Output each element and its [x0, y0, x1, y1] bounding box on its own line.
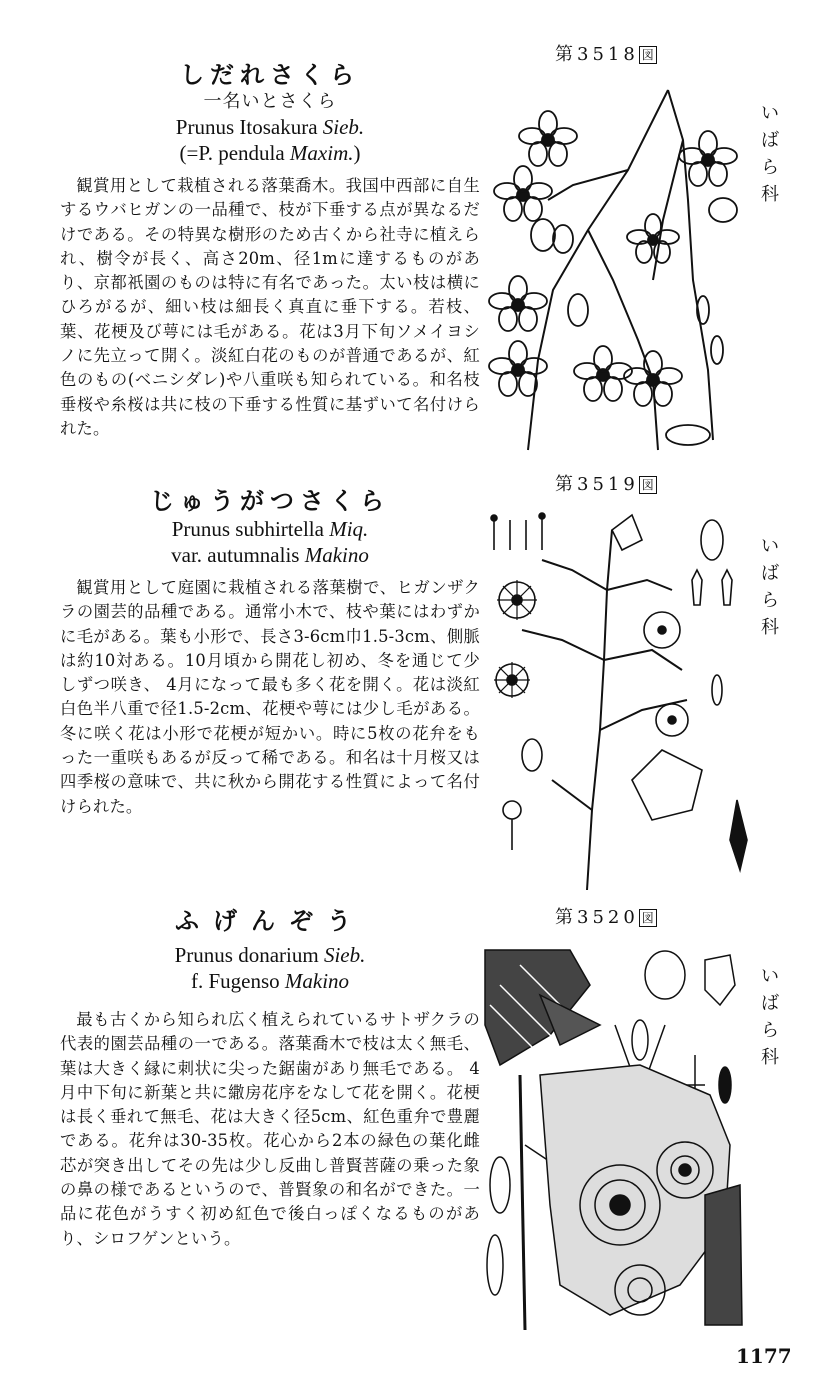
- entry-description: 観賞用として庭園に栽植される落葉樹で、ヒガンザクラの園芸的品種である。通常小木で、枝や葉にはわずかに毛がある。葉も小形で、長さ3-6cm巾1.5-3cm、側脈は約10対ある。10月頃から開花し初め、冬を通じて少しずつ咲き、 4月になって最も多く花を開く。花は淡紅白色半八重で径1.5-2cm、花梗や萼には少し毛がある。冬に咲く花は小形で花梗が短かい。時に5枚の花弁をもった一重咲もあるが反って稀である。和名は十月桜又は四季桜の意味で、共に秋から開花する性質によって名付けられた。: [60, 578, 480, 816]
- entry-description: 最も古くから知られ広く植えられているサトザクラの代表的園芸品種の一である。落葉喬木で枝は太く無毛、葉は大きく縁に刺状に尖った鋸歯があり無毛である。 4月中下旬に新葉と共に繖房花序をなして花を開く。花梗は長く垂れて無毛、花は大きく径5cm、紅色重弁で豊麗である。花弁は30-35枚。花心から2本の緑色の葉化雌芯が突き出してその先は少し反曲し普賢菩薩の乗った象の鼻の様であるというので、普賢象の和名ができた。一品に花色がうすく初め紅色で後白っぽくなるものがあり、シロフゲンという。: [60, 1010, 480, 1248]
- family-label: いばら科: [761, 103, 779, 205]
- latin-author: Sieb.: [322, 115, 365, 139]
- entry-title-jp: じゅうがつさくら: [150, 487, 390, 515]
- illustration-shidare-sakura: [478, 80, 748, 460]
- variety-name: var. autumnalis: [171, 543, 300, 567]
- figure-label-3519: [555, 470, 657, 496]
- synonym-name: (=P. pendula: [179, 141, 285, 165]
- latin-author: Miq.: [329, 517, 369, 541]
- family-label: いばら科: [761, 536, 779, 638]
- figure-number: 3519: [577, 474, 639, 495]
- figure-label-3520: [555, 903, 657, 929]
- latin-binomial: Prunus Itosakura: [175, 115, 318, 139]
- entry-title-jp: ふげんぞう: [175, 907, 365, 935]
- figure-prefix: 第: [555, 44, 577, 65]
- latin-form: [60, 968, 480, 994]
- latin-synonym: [60, 140, 480, 166]
- entry-fugenzou: [60, 906, 480, 1251]
- entry-alias: 一名いとさくら: [203, 91, 337, 112]
- figure-suffix: 図: [639, 476, 657, 494]
- synonym-author: Maxim.: [289, 141, 354, 165]
- family-label: いばら科: [761, 966, 779, 1068]
- form-author: Makino: [284, 969, 350, 993]
- synonym-suffix: ): [353, 141, 361, 165]
- entry-title-jp: しだれさくら: [180, 61, 360, 89]
- figure-number: 3518: [577, 44, 639, 65]
- latin-author: Sieb.: [323, 943, 366, 967]
- figure-suffix: 図: [639, 46, 657, 64]
- latin-name: [60, 516, 480, 542]
- latin-binomial: Prunus subhirtella: [171, 517, 324, 541]
- latin-variety: [60, 542, 480, 568]
- figure-label-3518: [555, 40, 657, 66]
- entry-shidare-sakura: [60, 60, 480, 441]
- variety-author: Makino: [304, 543, 369, 567]
- figure-prefix: 第: [555, 907, 577, 928]
- figure-suffix: 図: [639, 909, 657, 927]
- form-name: f. Fugenso: [190, 969, 280, 993]
- illustration-jugatsu-sakura: [482, 510, 752, 890]
- latin-binomial: Prunus donarium: [174, 943, 319, 967]
- entry-jugatsu-sakura: [60, 486, 480, 819]
- latin-name: [60, 114, 480, 140]
- figure-number: 3520: [577, 907, 639, 928]
- illustration-fugenzou: [480, 945, 745, 1330]
- entry-description: 観賞用として栽植される落葉喬木。我国中西部に自生するウバヒガンの一品種で、枝が下垂する点が異なるだけである。その特異な樹形のため古くから社寺に植えられ、樹令が長く、高さ20m、径1mに達するものがあり、京都祇園のものは特に有名であった。太い枝は横にひろがるが、細い枝は細長く真直に垂下する。若枝、葉、花梗及び萼には毛がある。花は3月下旬ソメイヨシノに先立って開く。淡紅白花のものが普通であるが、紅色のもの(ベニシダレ)や八重咲も知られている。和名枝垂桜や糸桜は共に枝の下垂する性質に基ずいて名付けられた。: [60, 176, 480, 438]
- page-number: 1177: [736, 1344, 792, 1368]
- figure-prefix: 第: [555, 474, 577, 495]
- latin-name: [60, 942, 480, 968]
